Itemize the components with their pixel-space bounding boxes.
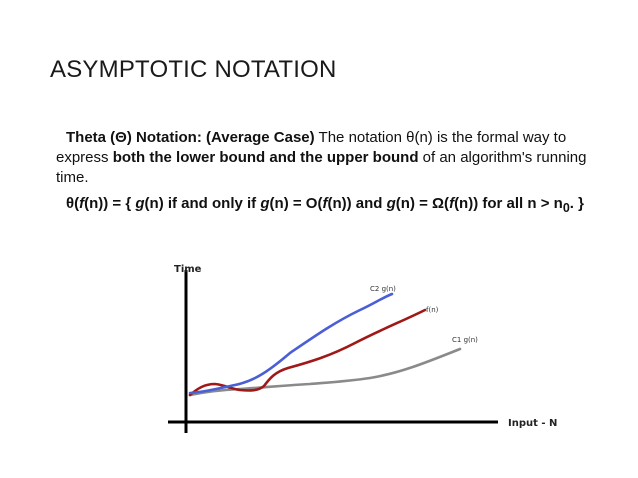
theta-text-1: The notation θ(n) is the formal way to express [56,129,567,166]
theta-heading: Theta (Θ) Notation: (Average Case) [66,129,315,146]
y-axis-label: Time [174,264,202,275]
formula-part: (n) if and only if [144,195,261,212]
formula-part: (n)) and [327,195,387,212]
formula-part: (n)) for all n > n [454,195,563,212]
formula-part: . } [569,195,584,212]
formula-f: f [79,195,85,212]
formula-g: g [260,195,270,212]
graph-svg [160,258,580,438]
asymptotic-graph [160,258,580,438]
formula-part: (n) = Ω( [395,195,450,212]
f-curve [190,310,425,395]
slide-body [56,128,596,224]
formula-part: (n)) = { [84,195,136,212]
formula-part: θ( [66,195,80,212]
theta-formula [56,194,596,218]
formula-g: g [135,195,145,212]
lower-bound-label: C1 g(n) [452,336,478,344]
formula-f: f [449,195,455,212]
upper-bound-label: C2 g(n) [370,285,396,293]
theta-text-2: of an algorithm's running time. [56,149,587,186]
formula-g: g [386,195,396,212]
f-label: f(n) [426,306,439,314]
theta-definition [56,128,596,188]
formula-part: (n) = O( [269,195,323,212]
formula-subscript: 0 [562,201,570,215]
x-axis-label: Input - N [508,418,558,429]
theta-emphasis: both the lower bound and the upper bound [112,149,419,166]
formula-f: f [322,195,328,212]
slide-title: ASYMPTOTIC NOTATION [50,56,337,83]
